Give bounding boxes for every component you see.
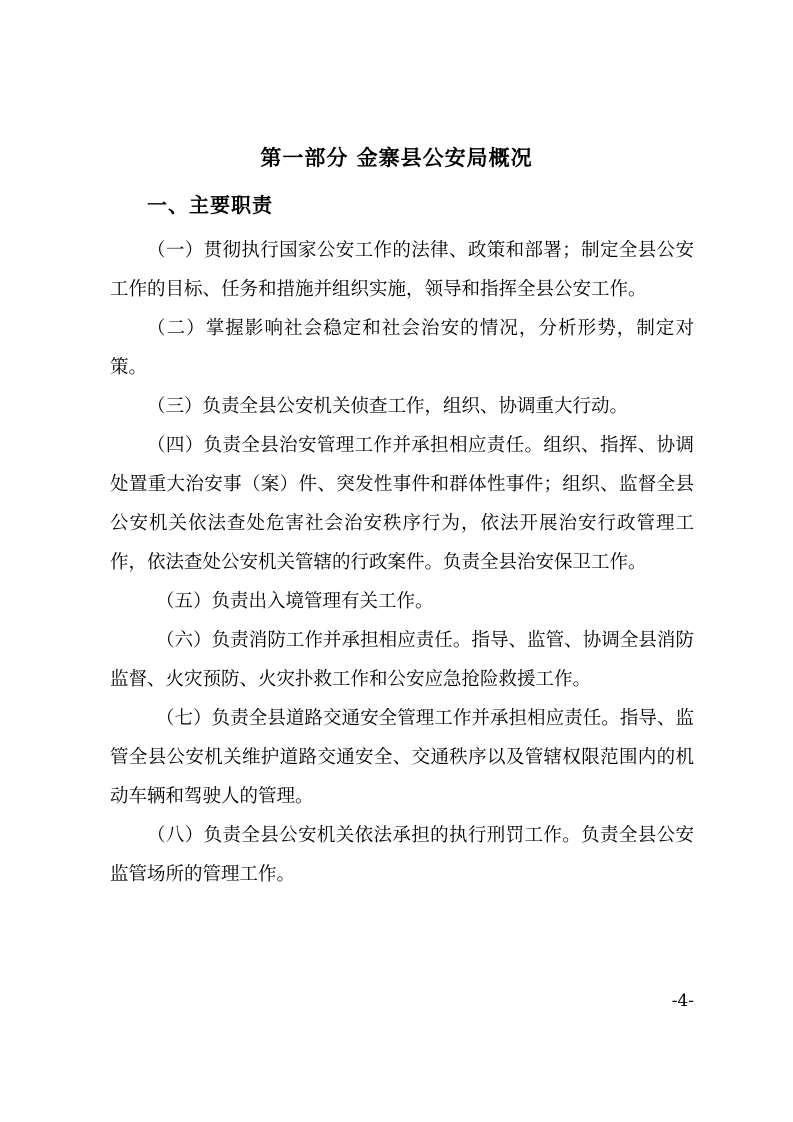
paragraph-duty-6: （六）负责消防工作并承担相应责任。指导、监管、协调全县消防监督、火灾预防、火灾扑救工作和公安应急抢险救援工作。 — [110, 630, 694, 690]
paragraph-duty-5: （五）负责出入境管理有关工作。 — [156, 591, 434, 612]
body-text — [110, 231, 694, 894]
paragraph-duty-4: （四）负责全县治安管理工作并承担相应责任。组织、指挥、协调处置重大治安事（案）件、突发性事件和群体性事件；组织、监督全县公安机关依法查处危害社会治安秩序行为，依法开展治安行政管理工作，依法查处公安机关管辖的行政案件。负责全县治安保卫工作。 — [110, 435, 694, 573]
page-title: 第一部分 金寨县公安局概况 — [260, 146, 533, 170]
paragraph-duty-3: （三）负责全县公安机关侦查工作，组织、协调重大行动。 — [147, 396, 629, 417]
paragraph-duty-7: （七）负责全县道路交通安全管理工作并承担相应责任。指导、监管全县公安机关维护道路交通安全、交通秩序以及管辖权限范围内的机动车辆和驾驶人的管理。 — [110, 708, 694, 807]
paragraph-duty-1: （一）贯彻执行国家公安工作的法律、政策和部署；制定全县公安工作的目标、任务和措施并组织实施，领导和指挥全县公安工作。 — [110, 240, 694, 300]
paragraph-duty-2: （二）掌握影响社会稳定和社会治安的情况，分析形势，制定对策。 — [110, 318, 694, 378]
section-heading: 一、主要职责 — [147, 193, 273, 217]
paragraph-duty-8: （八）负责全县公安机关依法承担的执行刑罚工作。负责全县公安监管场所的管理工作。 — [110, 825, 694, 885]
page-number: -4- — [671, 991, 694, 1011]
